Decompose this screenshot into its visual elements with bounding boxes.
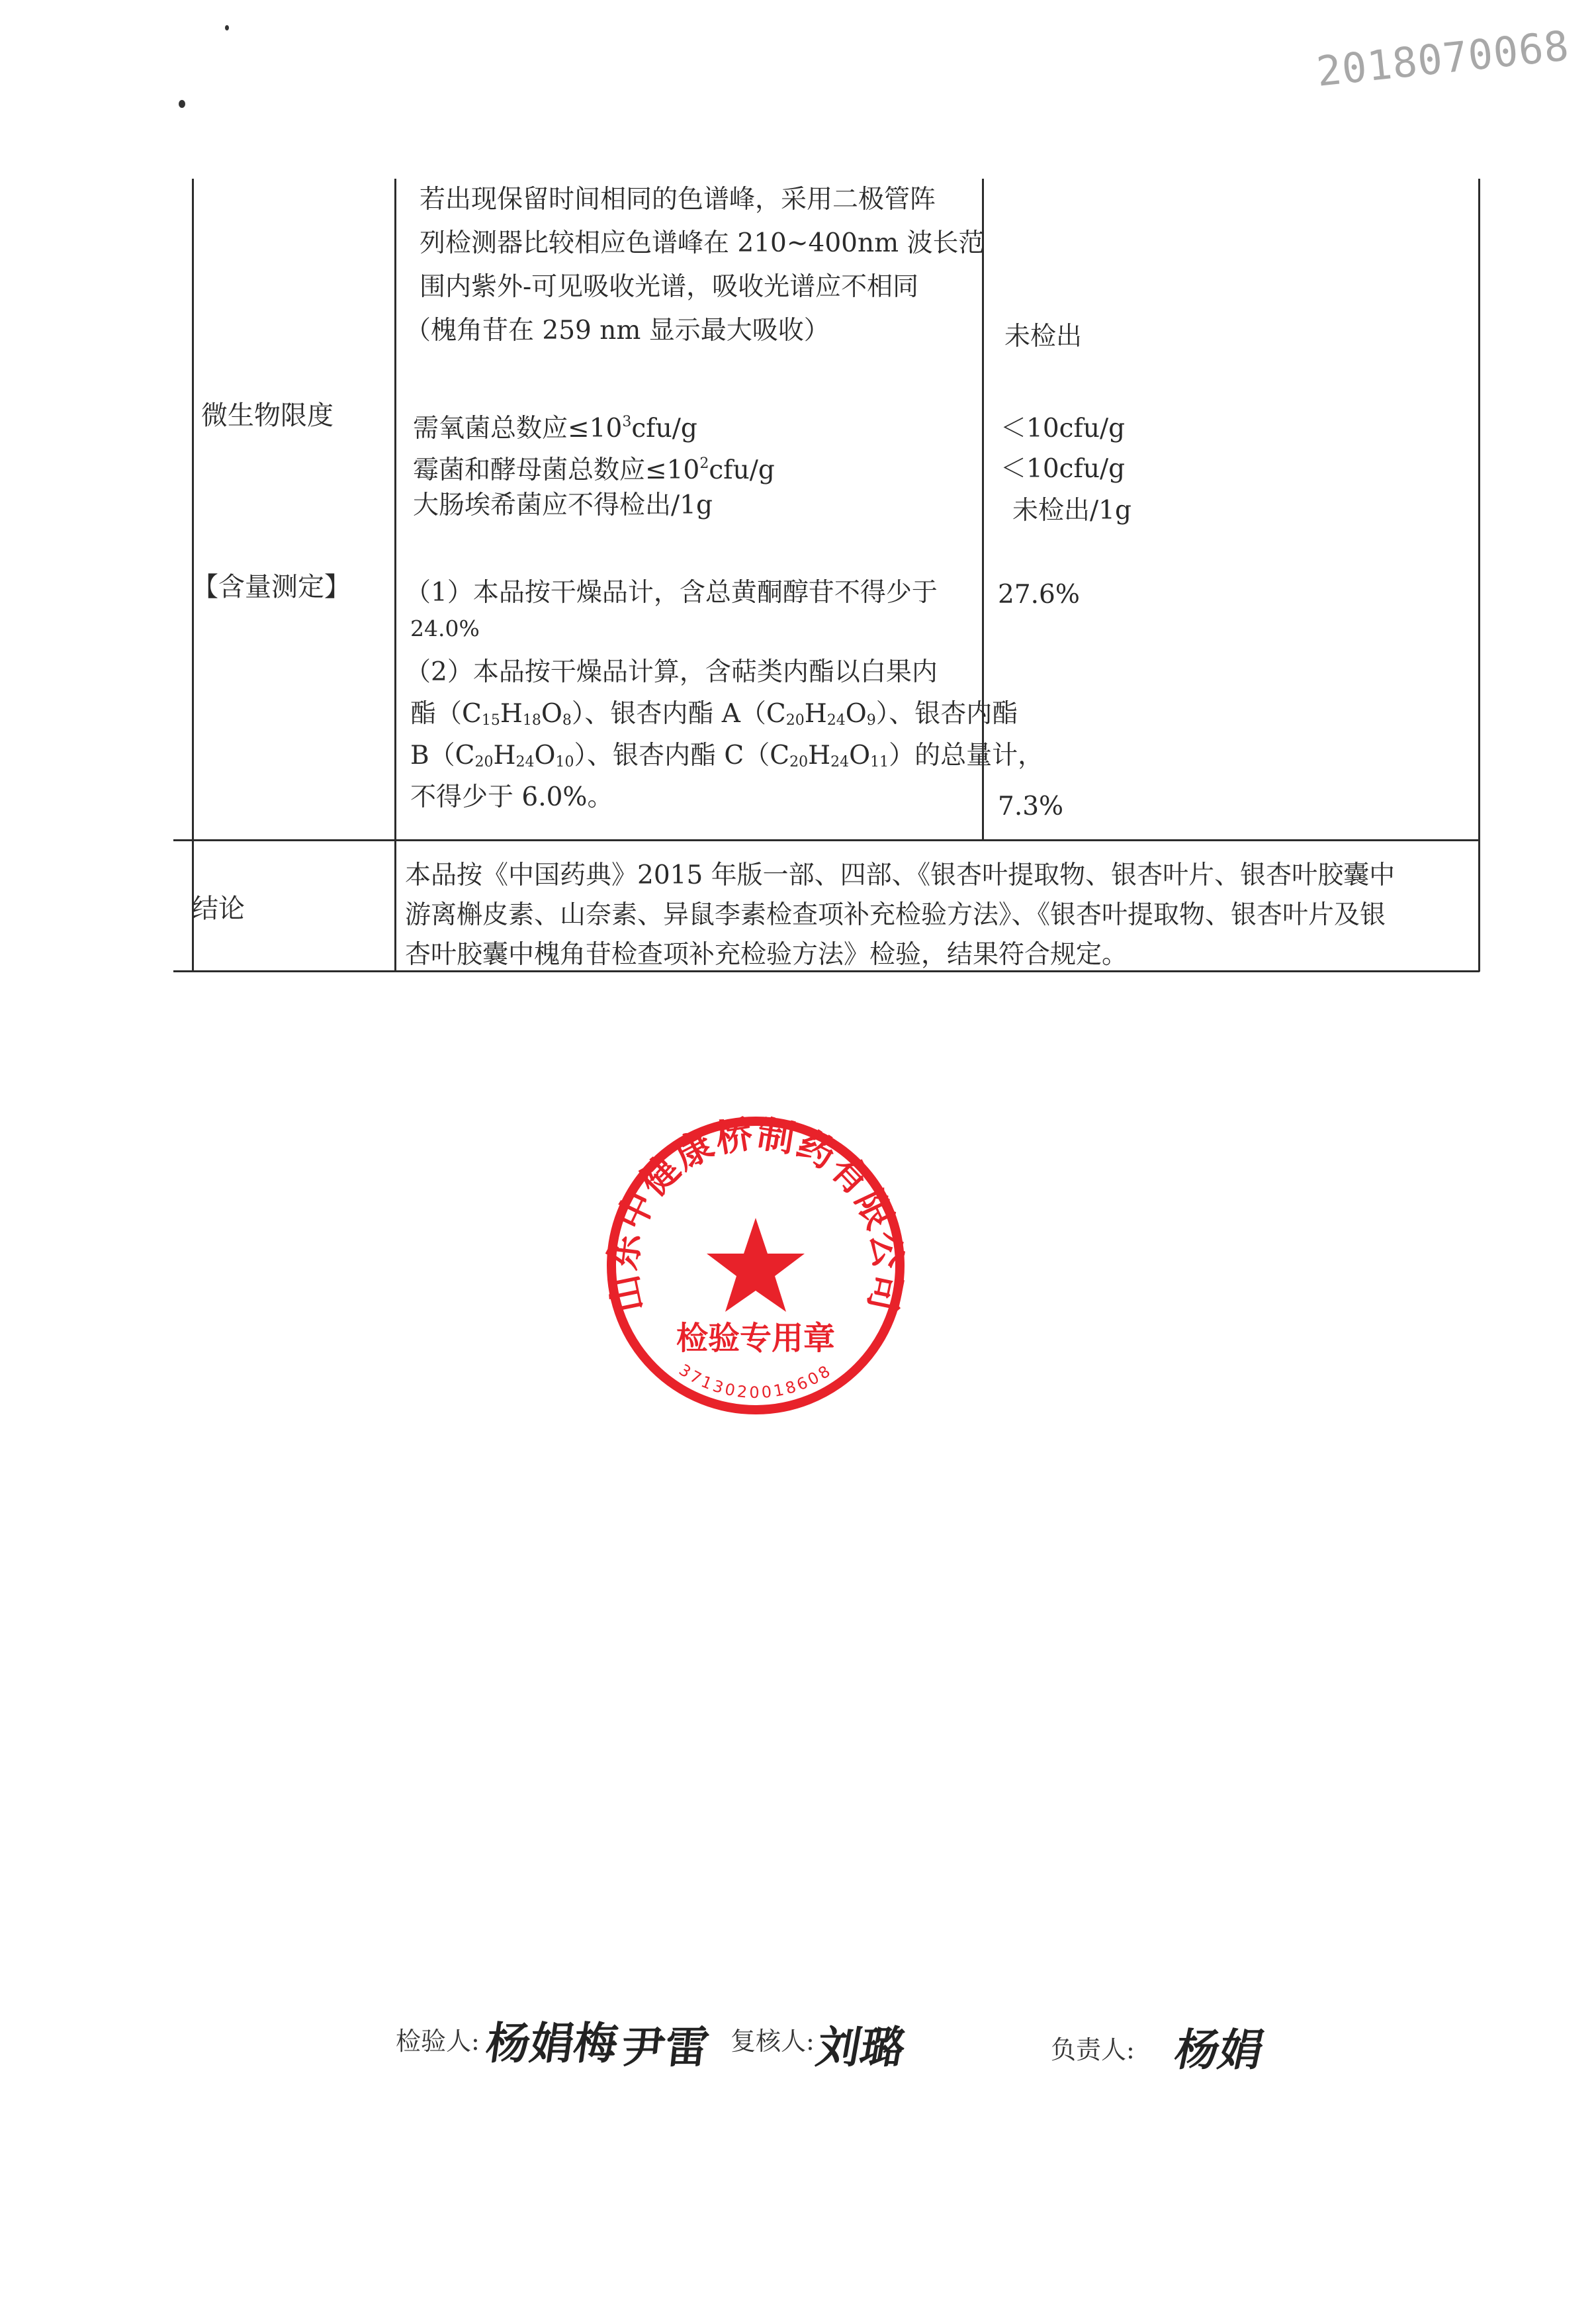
- assay-line: 24.0%: [410, 616, 480, 641]
- assay-line: 不得少于 6.0%。: [410, 782, 613, 812]
- reviewer-signature: 刘璐: [813, 2022, 909, 2073]
- assay-result-flavonol: 27.6%: [998, 580, 1080, 610]
- assay-line: （1）本品按干燥品计，含总黄酮醇苷不得少于: [405, 578, 938, 608]
- requirement-line: 若出现保留时间相同的色谱峰，采用二极管阵: [420, 185, 936, 214]
- requirement-line: 围内紫外-可见吸收光谱，吸收光谱应不相同: [420, 272, 919, 302]
- responsible-signature: 杨娟: [1170, 2025, 1268, 2076]
- table-divider-col1: [394, 179, 396, 972]
- seal-purpose-text: 检验专用章: [676, 1320, 836, 1357]
- responsible-label: 负责人:: [1051, 2035, 1135, 2064]
- assay-line-formula-2: $B(C_{20}H_{24}O_{10})$、银杏内酯 $C(C_{20}H_{24}O_{11})$的总量计，: [410, 741, 1044, 770]
- inspector-signature-2: 尹雷: [619, 2022, 712, 2073]
- micro-requirement-aerobic: 需氧菌总数应$\le 10^3cfu/g$: [413, 414, 697, 443]
- micro-requirement-yeast: 霉菌和酵母菌总数应$\le 10^2cfu/g$: [413, 455, 775, 485]
- conclusion-line: 杏叶胶囊中槐角苷检查项补充检验方法》检验，结果符合规定。: [405, 940, 1128, 970]
- requirement-line: 列检测器比较相应色谱峰在 210~400nm 波长范: [420, 228, 985, 258]
- result-not-detected: 未检出: [1004, 322, 1083, 351]
- assay-line: （2）本品按干燥品计算，含萜类内酯以白果内: [405, 657, 938, 687]
- conclusion-label: 结论: [192, 894, 245, 924]
- inspector-signature-1: 杨娟梅: [482, 2018, 621, 2069]
- scan-speck: [225, 25, 229, 30]
- micro-limit-label: 微生物限度: [201, 400, 333, 431]
- micro-requirement-ecoli: 大肠埃希菌应不得检出/1g: [413, 490, 713, 520]
- seal-company-text: 山东中健康桥制药有限公司: [601, 1111, 910, 1316]
- micro-result-ecoli: 未检出/1g: [1012, 496, 1131, 526]
- table-border-right: [1478, 179, 1480, 972]
- handwritten-doc-number: 2018070068: [1313, 21, 1572, 96]
- assay-result-lactone: 7.3%: [998, 792, 1064, 821]
- scan-speck: [179, 100, 185, 108]
- reviewer-label: 复核人:: [731, 2027, 815, 2056]
- seal-code-text: 3713020018608: [676, 1360, 836, 1402]
- table-row-divider: [173, 839, 1480, 841]
- inspector-label: 检验人:: [396, 2027, 480, 2056]
- assay-label: 【含量测定】: [192, 572, 351, 602]
- micro-result-aerobic: ＜10cfu/g: [1000, 414, 1126, 443]
- requirement-line: （槐角苷在 259 nm 显示最大吸收）: [405, 316, 830, 345]
- conclusion-line: 本品按《中国药典》2015 年版一部、四部、《银杏叶提取物、银杏叶片、银杏叶胶囊中: [405, 860, 1396, 890]
- micro-result-yeast: ＜10cfu/g: [1000, 454, 1126, 484]
- conclusion-line: 游离槲皮素、山奈素、异鼠李素检查项补充检验方法》、《银杏叶提取物、银杏叶片及银: [405, 900, 1386, 930]
- assay-line-formula-1: 酯$(C_{15}H_{18}O_8)$、银杏内酯 $A(C_{20}H_{24}O_9)$、银杏内酯: [410, 699, 1018, 729]
- seal-star-icon: [707, 1218, 805, 1312]
- official-seal: [597, 1107, 914, 1424]
